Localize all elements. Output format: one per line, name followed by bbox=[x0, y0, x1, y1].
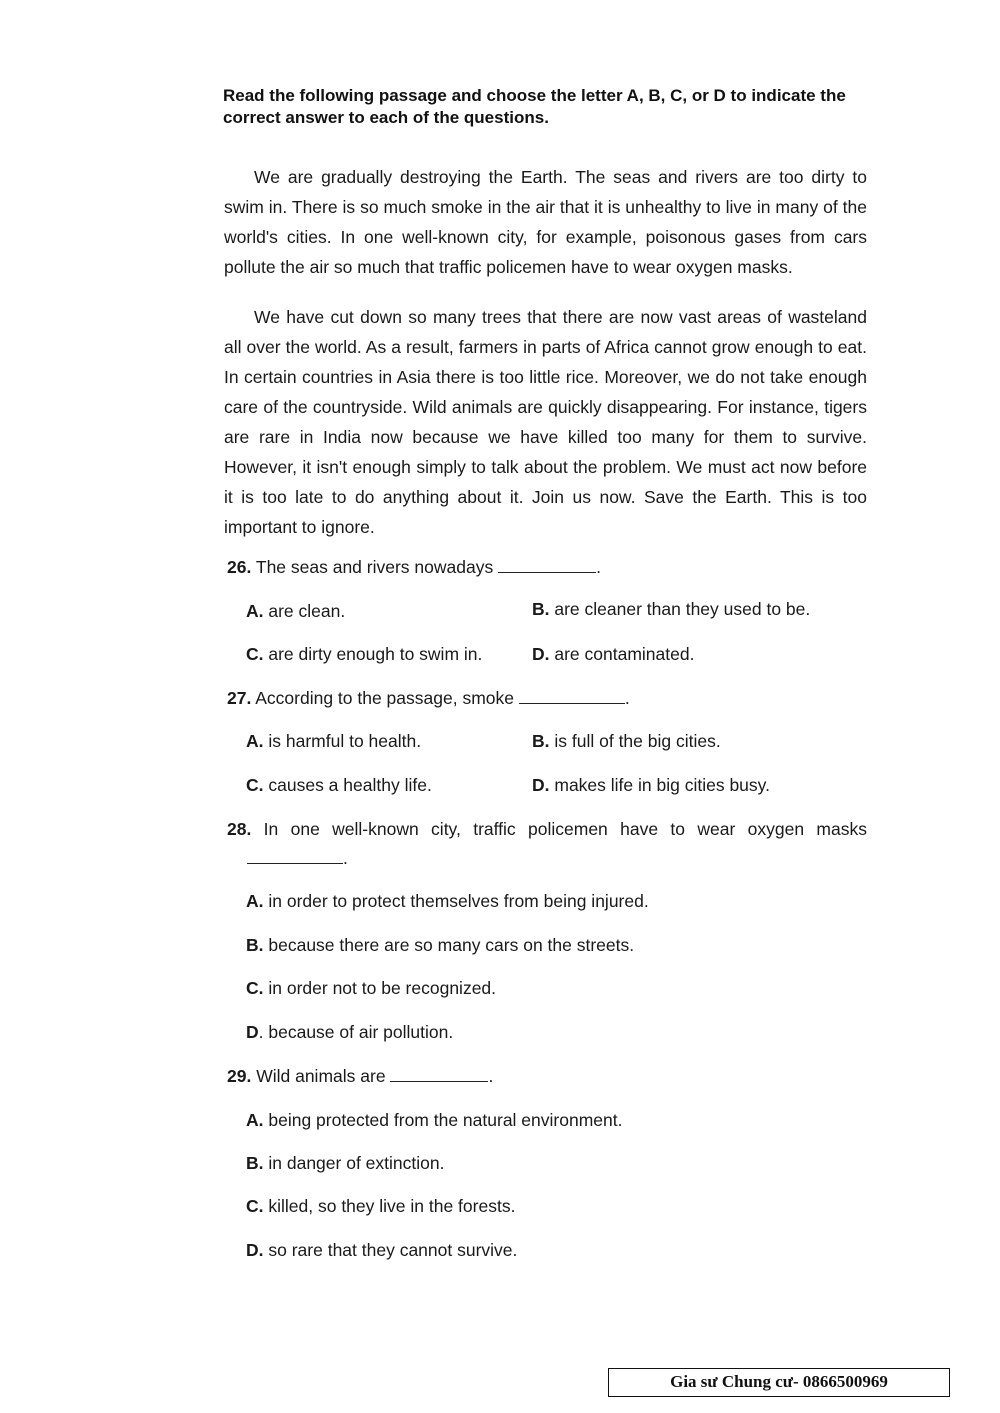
option-28-b[interactable] bbox=[246, 934, 634, 956]
option-letter: C. bbox=[246, 644, 264, 664]
option-text: are clean. bbox=[268, 601, 346, 621]
option-letter: D. bbox=[246, 1240, 264, 1260]
question-27: 27. According to the passage, smoke . bbox=[227, 688, 630, 708]
option-text: are cleaner than they used to be. bbox=[554, 599, 811, 619]
option-text: so rare that they cannot survive. bbox=[268, 1240, 518, 1260]
option-text: is harmful to health. bbox=[268, 731, 422, 751]
question-stem: The seas and rivers nowadays bbox=[255, 557, 494, 577]
option-letter: C. bbox=[246, 775, 264, 795]
question-number: 26. bbox=[227, 557, 252, 577]
passage-paragraph-1: We are gradually destroying the Earth. The seas and rivers are too dirty to swim in. There is so much smoke in the air that it is unhealthy to live in many of the world's cities. In one well-known city, for example, poisonous gases from cars pollute the air so much that traffic policemen have to wear oxygen masks. bbox=[224, 167, 867, 277]
option-letter: C. bbox=[246, 978, 264, 998]
answer-blank bbox=[519, 689, 625, 704]
option-letter: A. bbox=[246, 731, 264, 751]
option-27-a[interactable] bbox=[246, 730, 421, 752]
option-letter: D bbox=[246, 1022, 259, 1042]
option-text: are dirty enough to swim in. bbox=[268, 644, 483, 664]
question-number: 27. bbox=[227, 688, 252, 708]
question-26: 26. The seas and rivers nowadays . bbox=[227, 557, 601, 577]
question-stem: According to the passage, smoke bbox=[255, 688, 514, 708]
option-letter: C. bbox=[246, 1196, 264, 1216]
option-letter: B. bbox=[532, 731, 550, 751]
option-letter: A. bbox=[246, 601, 264, 621]
question-number: 29. bbox=[227, 1066, 252, 1086]
option-letter: B. bbox=[246, 1153, 264, 1173]
option-letter: A. bbox=[246, 1110, 264, 1130]
option-text: . because of air pollution. bbox=[258, 1022, 454, 1042]
answer-blank bbox=[390, 1067, 488, 1082]
question-stem: Wild animals are bbox=[256, 1066, 386, 1086]
option-letter: A. bbox=[246, 891, 264, 911]
option-29-a[interactable] bbox=[246, 1109, 622, 1131]
option-text: in order to protect themselves from being injured. bbox=[268, 891, 649, 911]
option-text: causes a healthy life. bbox=[268, 775, 432, 795]
option-text: because there are so many cars on the streets. bbox=[268, 935, 635, 955]
option-27-b[interactable] bbox=[532, 730, 721, 752]
option-26-c[interactable] bbox=[246, 643, 482, 665]
option-26-b[interactable] bbox=[532, 598, 810, 620]
option-29-b[interactable] bbox=[246, 1152, 444, 1174]
answer-blank bbox=[247, 849, 343, 864]
option-26-a[interactable] bbox=[246, 600, 345, 622]
option-letter: B. bbox=[246, 935, 264, 955]
option-text: is full of the big cities. bbox=[554, 731, 721, 751]
passage-paragraph-2: We have cut down so many trees that there are now vast areas of wasteland all over the world. As a result, farmers in parts of Africa cannot grow enough to eat. In certain countries in Asia there is too little rice. Moreover, we do not take enough care of the countryside. Wild animals are quickly disappearing. For instance, tigers are rare in India now because we have killed too many for them to survive. However, it isn't enough simply to talk about the problem. We must act now before it is too late to do anything about it. Join us now. Save the Earth. This is too important to ignore. bbox=[224, 307, 867, 537]
question-29: 29. Wild animals are . bbox=[227, 1066, 494, 1086]
question-28-blank-line: . bbox=[227, 847, 867, 869]
option-text: makes life in big cities busy. bbox=[554, 775, 770, 795]
option-text: being protected from the natural environment. bbox=[268, 1110, 623, 1130]
option-27-d[interactable] bbox=[532, 774, 770, 796]
option-letter: D. bbox=[532, 775, 550, 795]
option-27-c[interactable] bbox=[246, 774, 432, 796]
option-28-c[interactable] bbox=[246, 977, 496, 999]
option-text: are contaminated. bbox=[554, 644, 695, 664]
option-28-d[interactable] bbox=[246, 1021, 453, 1043]
option-29-c[interactable] bbox=[246, 1195, 515, 1217]
instruction-heading: Read the following passage and choose the letter A, B, C, or D to indicate the correct answer to each of the questions. bbox=[223, 86, 846, 127]
footer-contact-box: Gia sư Chung cư- 0866500969 bbox=[608, 1368, 950, 1397]
option-29-d[interactable] bbox=[246, 1239, 517, 1261]
option-letter: B. bbox=[532, 599, 550, 619]
question-number: 28. bbox=[227, 819, 252, 839]
option-text: killed, so they live in the forests. bbox=[268, 1196, 516, 1216]
option-28-a[interactable] bbox=[246, 890, 649, 912]
option-text: in danger of extinction. bbox=[268, 1153, 445, 1173]
option-letter: D. bbox=[532, 644, 550, 664]
option-26-d[interactable] bbox=[532, 643, 694, 665]
question-stem: In one well-known city, traffic policemen have to wear oxygen masks bbox=[263, 819, 867, 839]
question-28 bbox=[227, 818, 867, 840]
option-text: in order not to be recognized. bbox=[268, 978, 497, 998]
answer-blank bbox=[498, 558, 596, 573]
